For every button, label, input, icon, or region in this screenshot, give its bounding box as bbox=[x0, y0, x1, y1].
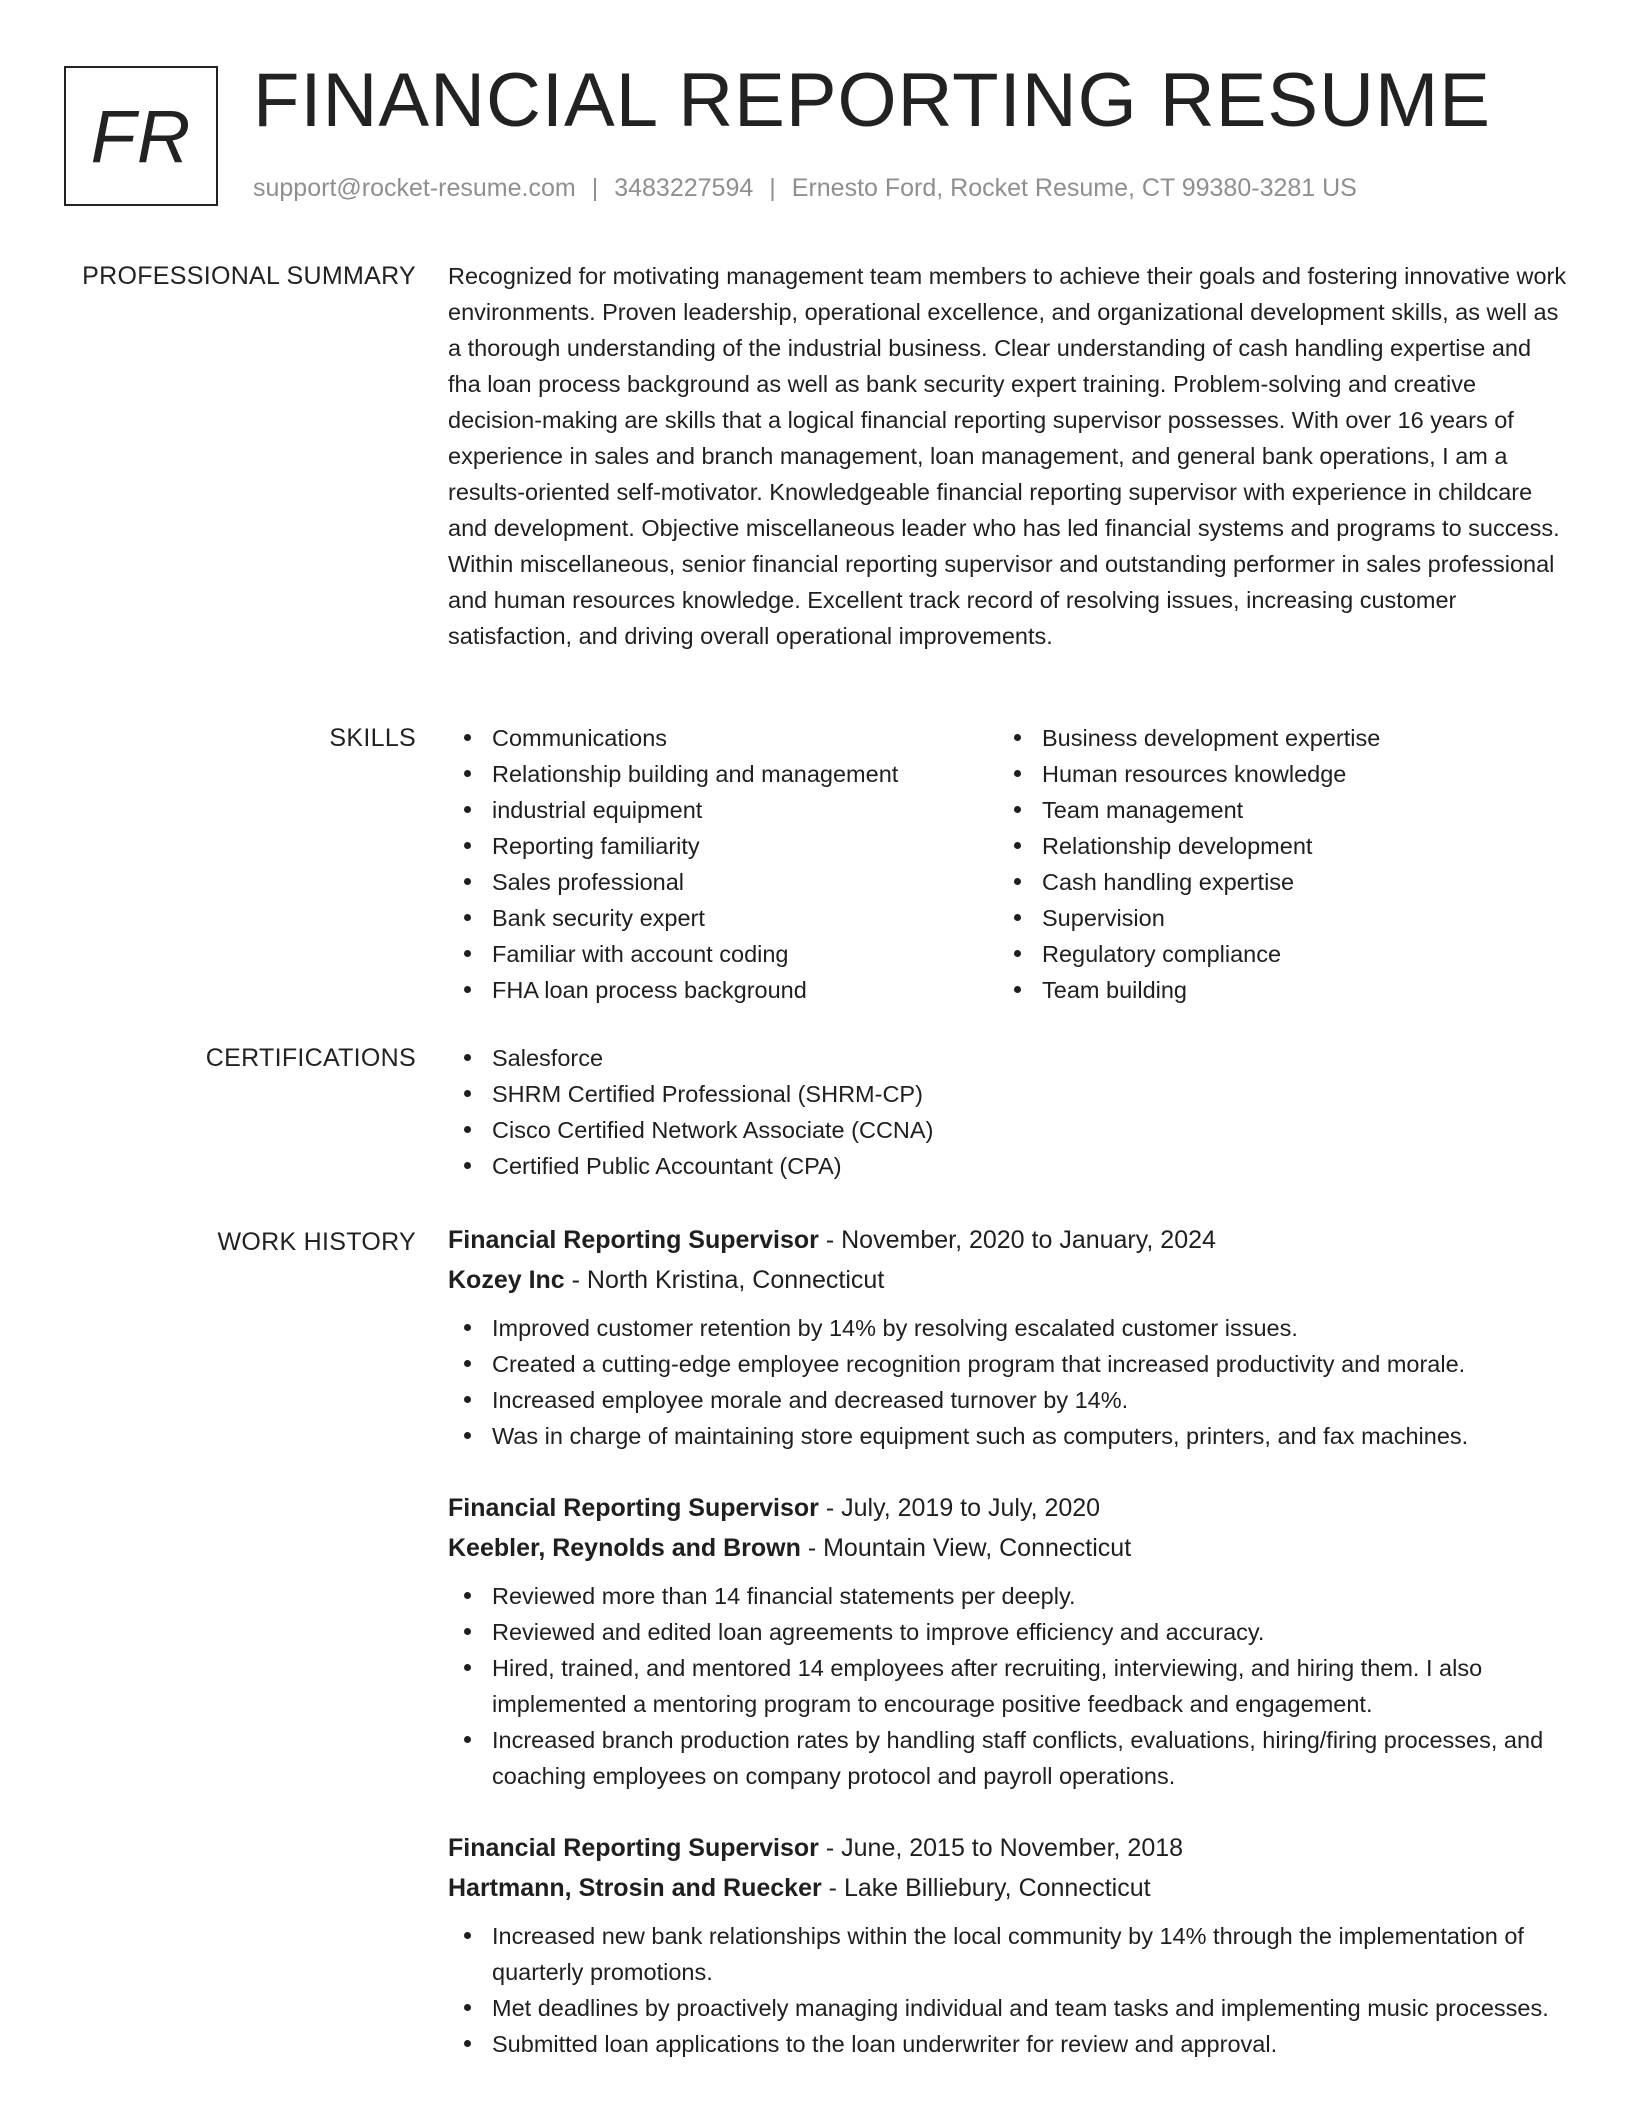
skill-item: Sales professional bbox=[448, 864, 998, 900]
skill-item: Relationship building and management bbox=[448, 756, 998, 792]
job-bullet: Submitted loan applications to the loan underwriter for review and approval. bbox=[448, 2026, 1568, 2062]
contact-line bbox=[253, 174, 1357, 203]
work-history-body bbox=[448, 1220, 1568, 2096]
job-entry bbox=[448, 1488, 1568, 1794]
contact-phone[interactable]: 3483227594 bbox=[614, 174, 754, 202]
skill-item: industrial equipment bbox=[448, 792, 998, 828]
skill-item: Business development expertise bbox=[998, 720, 1548, 756]
job-location: - North Kristina, Connecticut bbox=[571, 1266, 885, 1294]
job-dates: - June, 2015 to November, 2018 bbox=[825, 1834, 1184, 1862]
job-location: - Lake Billiebury, Connecticut bbox=[828, 1874, 1151, 1902]
job-title: Financial Reporting Supervisor bbox=[448, 1226, 819, 1254]
job-bullet: Reviewed and edited loan agreements to improve efficiency and accuracy. bbox=[448, 1614, 1568, 1650]
job-bullet: Reviewed more than 14 financial statements per deeply. bbox=[448, 1578, 1568, 1614]
job-bullets bbox=[448, 1578, 1568, 1794]
job-bullet: Increased employee morale and decreased turnover by 14%. bbox=[448, 1382, 1568, 1418]
skill-item: FHA loan process background bbox=[448, 972, 998, 1008]
monogram-logo: FR bbox=[64, 66, 218, 206]
skill-item: Bank security expert bbox=[448, 900, 998, 936]
skill-item: Relationship development bbox=[998, 828, 1548, 864]
certifications-heading: CERTIFICATIONS bbox=[205, 1044, 416, 1072]
job-dates: - July, 2019 to July, 2020 bbox=[825, 1494, 1101, 1522]
job-bullet: Created a cutting-edge employee recognition program that increased productivity and morale. bbox=[448, 1346, 1568, 1382]
skill-item: Regulatory compliance bbox=[998, 936, 1548, 972]
job-company-line bbox=[448, 1260, 1568, 1300]
skills-body bbox=[448, 720, 1568, 1008]
job-company-line bbox=[448, 1528, 1568, 1568]
job-bullets bbox=[448, 1310, 1568, 1454]
certification-item: SHRM Certified Professional (SHRM-CP) bbox=[448, 1076, 1568, 1112]
work-history-heading: WORK HISTORY bbox=[217, 1228, 416, 1256]
contact-separator: | bbox=[769, 174, 776, 202]
job-bullet: Was in charge of maintaining store equipment such as computers, printers, and fax machines. bbox=[448, 1418, 1568, 1454]
certification-item: Certified Public Accountant (CPA) bbox=[448, 1148, 1568, 1184]
certification-item: Cisco Certified Network Associate (CCNA) bbox=[448, 1112, 1568, 1148]
certifications-list bbox=[448, 1040, 1568, 1184]
skill-item: Supervision bbox=[998, 900, 1548, 936]
summary-heading: PROFESSIONAL SUMMARY bbox=[82, 262, 416, 290]
resume-title: FINANCIAL REPORTING RESUME bbox=[253, 58, 1491, 143]
summary-text: Recognized for motivating management team members to achieve their goals and fostering innovative work environments. Proven leadership, operational excellence, and organizational development skills, as well as a thorough understanding of the industrial business. Clear understanding of cash handling expertise and fha loan process background as well as bank security expert training. Problem-solving and creative decision-making are skills that a logical financial reporting supervisor possesses. With over 16 years of experience in sales and branch management, loan management, and general bank operations, I am a results-oriented self-motivator. Knowledgeable financial reporting supervisor with experience in childcare and development. Objective miscellaneous leader who has led financial systems and programs to success. Within miscellaneous, senior financial reporting supervisor and outstanding performer in sales professional and human resources knowledge. Excellent track record of resolving issues, increasing customer satisfaction, and driving overall operational improvements. bbox=[448, 263, 1567, 649]
skills-heading: SKILLS bbox=[329, 724, 416, 752]
job-company-line bbox=[448, 1868, 1568, 1908]
contact-address: Ernesto Ford, Rocket Resume, CT 99380-3281 US bbox=[791, 174, 1357, 202]
job-title: Financial Reporting Supervisor bbox=[448, 1834, 819, 1862]
job-title-line bbox=[448, 1488, 1568, 1528]
skills-list-left bbox=[448, 720, 998, 1008]
job-entry bbox=[448, 1220, 1568, 1454]
job-bullet: Met deadlines by proactively managing individual and team tasks and implementing music processes. bbox=[448, 1990, 1568, 2026]
job-location: - Mountain View, Connecticut bbox=[807, 1534, 1132, 1562]
job-bullet: Increased new bank relationships within the local community by 14% through the implementation of quarterly promotions. bbox=[448, 1918, 1568, 1990]
job-bullet: Increased branch production rates by handling staff conflicts, evaluations, hiring/firing processes, and coaching employees on company protocol and payroll operations. bbox=[448, 1722, 1568, 1794]
contact-separator: | bbox=[591, 174, 599, 202]
job-bullet: Hired, trained, and mentored 14 employees after recruiting, interviewing, and hiring them. I also implemented a mentoring program to encourage positive feedback and engagement. bbox=[448, 1650, 1568, 1722]
job-company: Keebler, Reynolds and Brown bbox=[448, 1534, 801, 1562]
skill-item: Team building bbox=[998, 972, 1548, 1008]
job-bullet: Improved customer retention by 14% by resolving escalated customer issues. bbox=[448, 1310, 1568, 1346]
job-title-line bbox=[448, 1828, 1568, 1868]
job-bullets bbox=[448, 1918, 1568, 2062]
job-dates: - November, 2020 to January, 2024 bbox=[825, 1226, 1216, 1254]
skill-item: Reporting familiarity bbox=[448, 828, 998, 864]
certification-item: Salesforce bbox=[448, 1040, 1568, 1076]
job-entry bbox=[448, 1828, 1568, 2062]
skills-list-right bbox=[998, 720, 1548, 1008]
job-company: Hartmann, Strosin and Ruecker bbox=[448, 1874, 822, 1902]
certifications-body bbox=[448, 1040, 1568, 1184]
skill-item: Communications bbox=[448, 720, 998, 756]
skill-item: Team management bbox=[998, 792, 1548, 828]
contact-email[interactable]: support@rocket-resume.com bbox=[253, 174, 576, 202]
job-title: Financial Reporting Supervisor bbox=[448, 1494, 819, 1522]
summary-body bbox=[448, 258, 1568, 654]
skill-item: Human resources knowledge bbox=[998, 756, 1548, 792]
skill-item: Familiar with account coding bbox=[448, 936, 998, 972]
job-title-line bbox=[448, 1220, 1568, 1260]
job-company: Kozey Inc bbox=[448, 1266, 565, 1294]
skill-item: Cash handling expertise bbox=[998, 864, 1548, 900]
